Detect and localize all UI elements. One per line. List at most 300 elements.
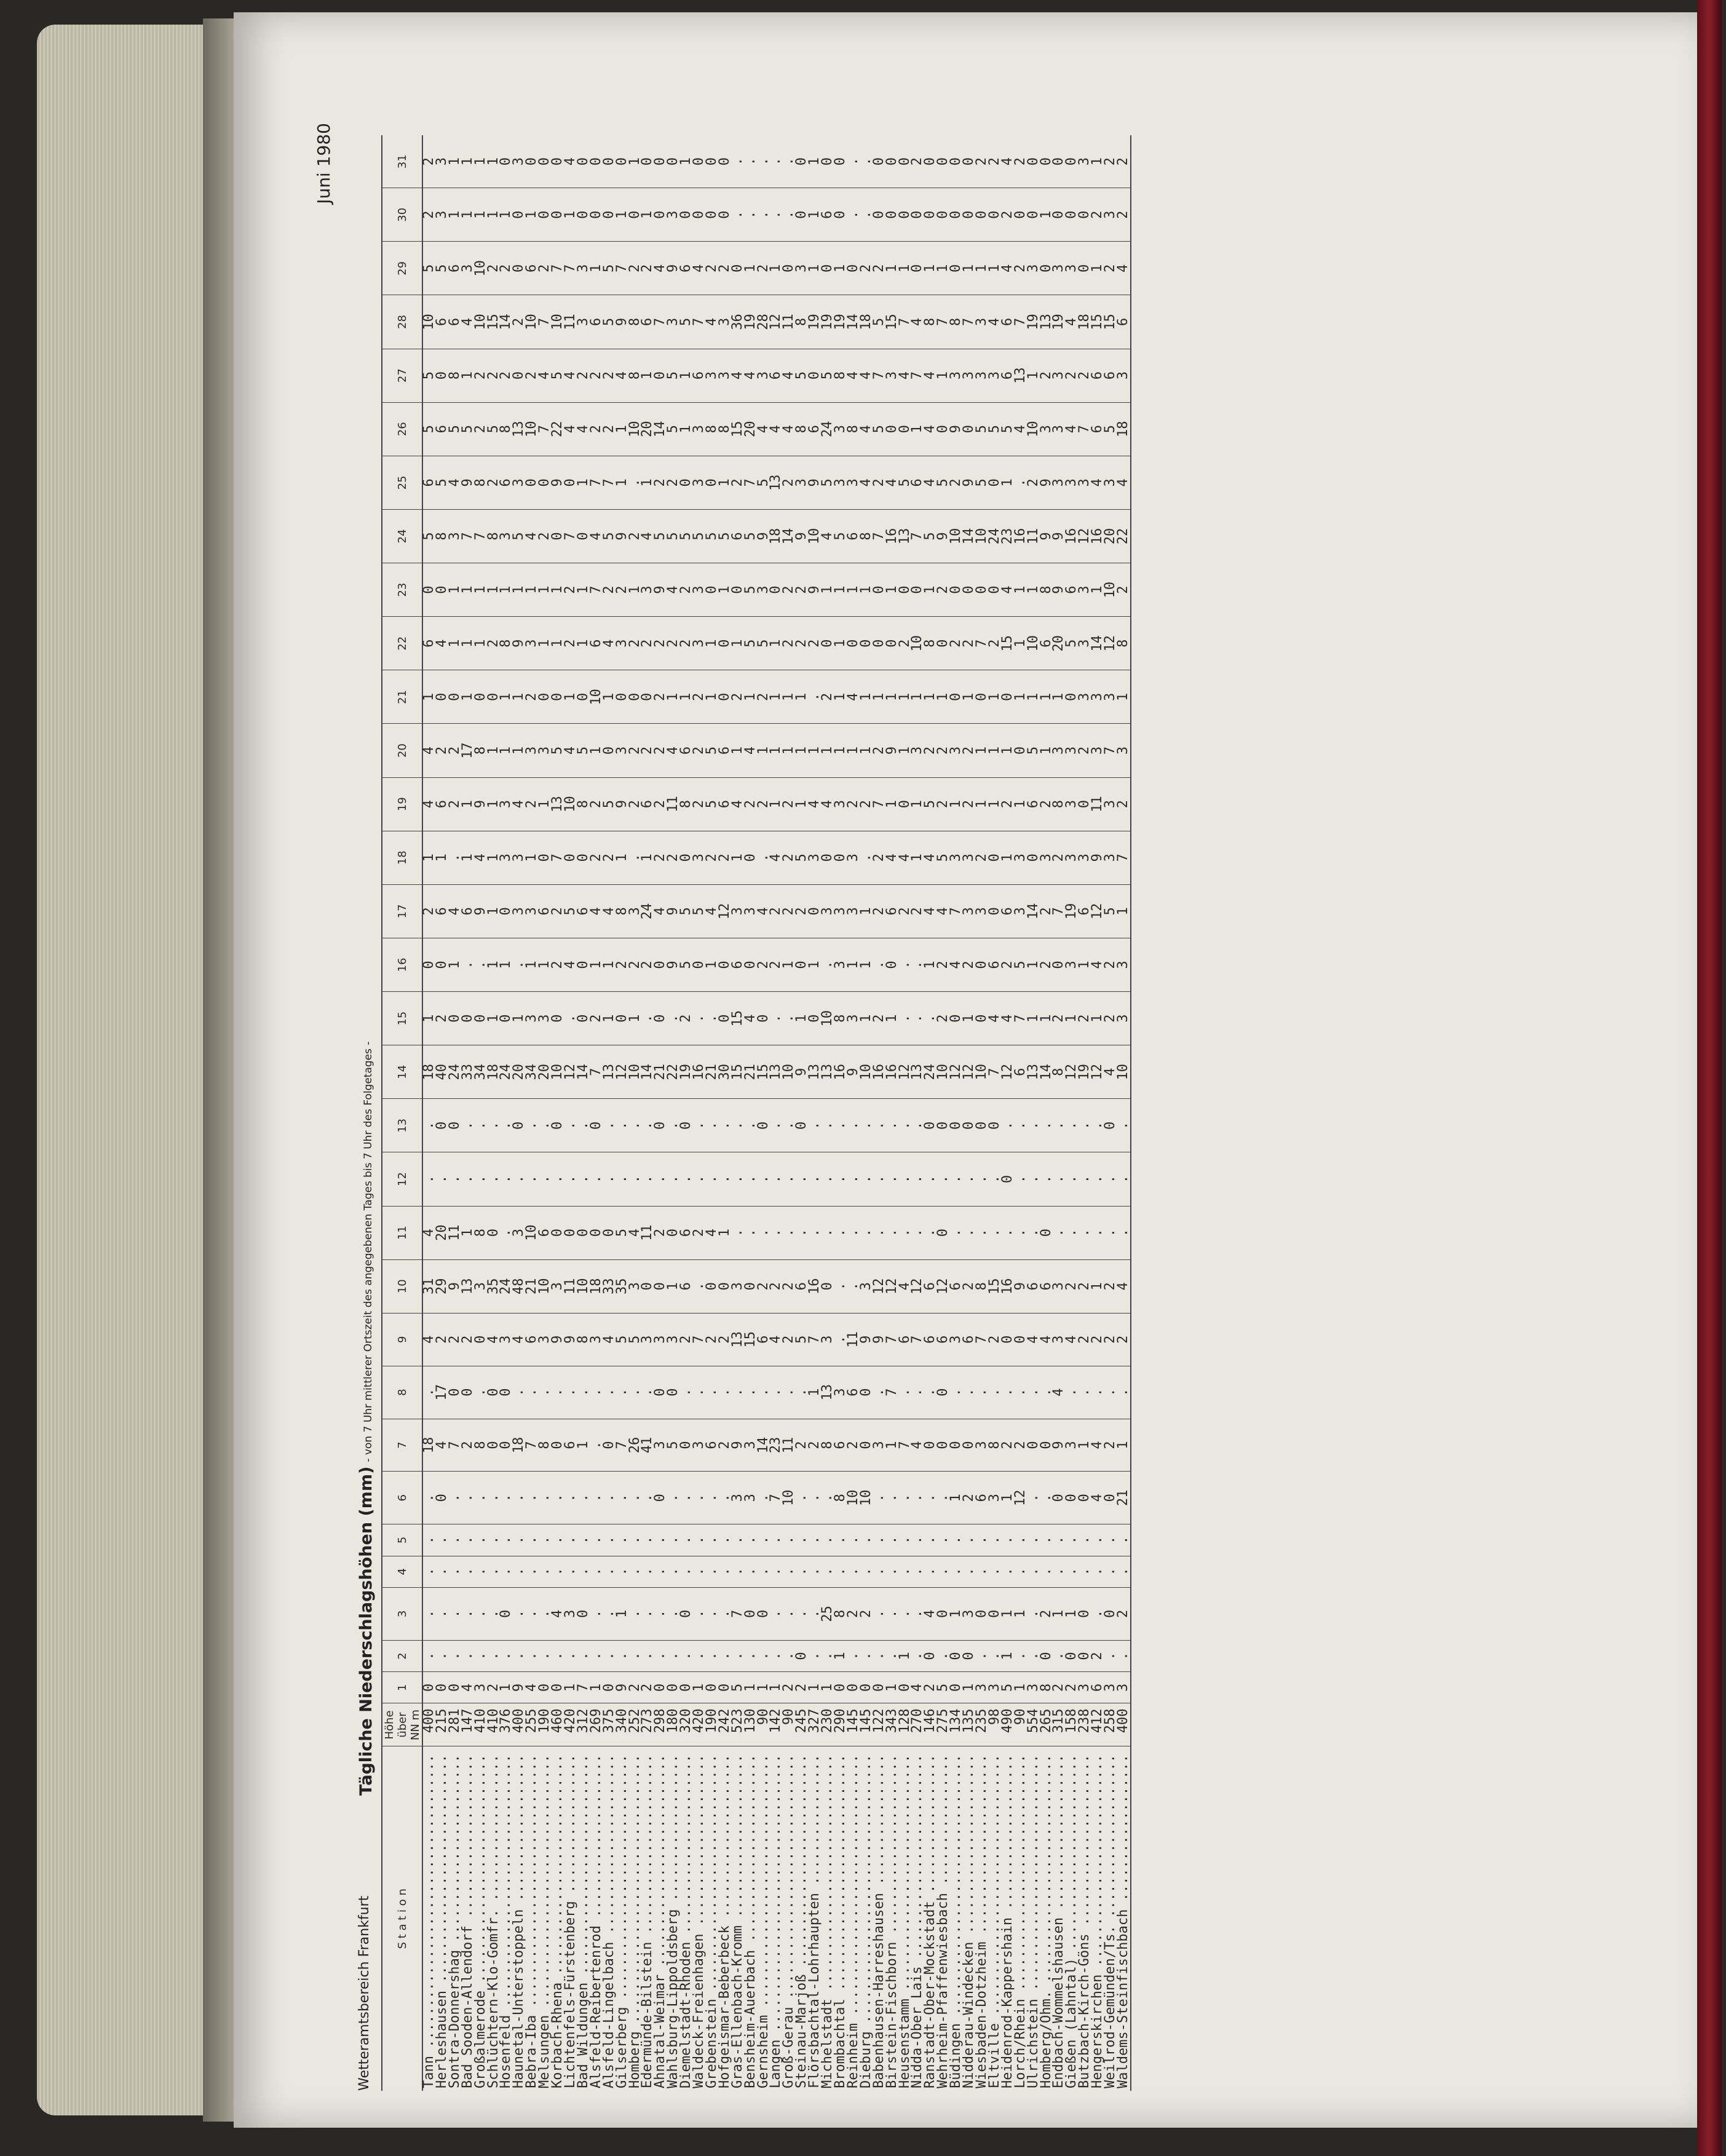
precip-value: . [937, 1524, 950, 1556]
station-height: 147 [462, 1703, 475, 1746]
precip-value: 0 [449, 1099, 462, 1152]
precip-value: 21 [706, 1045, 719, 1099]
precip-value: 4 [860, 349, 873, 402]
precip-value: . [590, 1472, 603, 1524]
station-height: 400 [1117, 1703, 1131, 1746]
precip-value: 3 [1091, 670, 1104, 724]
precip-value: . [488, 1524, 501, 1556]
precip-value: 2 [422, 135, 436, 188]
station-height: 554 [1027, 1703, 1040, 1746]
precip-value: . [1015, 1366, 1027, 1419]
day-column-header: 24 [382, 509, 422, 563]
precip-value: . [758, 1556, 770, 1587]
precip-value: 2 [847, 1587, 860, 1640]
precip-value: 1 [809, 1366, 821, 1419]
precip-value: 1 [526, 563, 539, 617]
station-name: Bebra-Iba ............................... [524, 1754, 540, 2088]
precip-value: 5 [937, 831, 950, 884]
precip-value: . [911, 938, 924, 991]
precip-value: 0 [680, 1099, 693, 1152]
station-name: Bensheim-Auerbach ....................... [742, 1754, 758, 2088]
precip-value: 3 [719, 295, 732, 349]
precip-value: 8 [924, 617, 937, 670]
precip-value: . [539, 1524, 552, 1556]
precip-value: 0 [667, 1672, 680, 1703]
precip-value: 0 [526, 135, 539, 188]
precip-value: 7 [616, 1419, 629, 1472]
precip-value: 0 [834, 188, 847, 242]
precip-value: . [732, 1099, 745, 1152]
precip-value: . [770, 1099, 783, 1152]
precip-value: 1 [436, 831, 449, 884]
precip-value: 4 [603, 1313, 616, 1366]
precip-value: . [1066, 1556, 1079, 1587]
precip-value: 1 [462, 349, 475, 402]
precip-value: . [809, 1206, 821, 1259]
precip-value: 4 [590, 509, 603, 563]
precip-value: 1 [513, 563, 526, 617]
precip-value: 2 [911, 884, 924, 938]
station-name: Edermünde-Bilstein ...................... [639, 1754, 655, 2088]
precip-value: 5 [745, 509, 758, 563]
precip-value: 6 [976, 1472, 989, 1524]
precip-value: 4 [654, 242, 667, 295]
precip-value: 16 [834, 1045, 847, 1099]
precip-value: 7 [976, 1313, 989, 1366]
station-height: 128 [899, 1703, 912, 1746]
precip-value: 1 [886, 670, 899, 724]
precip-value: 1 [500, 938, 513, 991]
precip-value: 0 [629, 188, 642, 242]
precip-value: 3 [1079, 135, 1091, 188]
precip-value: 1 [526, 938, 539, 991]
precip-value: 1 [552, 563, 564, 617]
precip-value: . [488, 1099, 501, 1152]
precip-value: 3 [1079, 670, 1091, 724]
precip-value: 0 [937, 402, 950, 456]
precip-value: 17 [462, 724, 475, 777]
day-column-header: 7 [382, 1419, 422, 1472]
precip-value: 1 [616, 188, 629, 242]
precip-value: 10 [976, 509, 989, 563]
precip-value: 14 [641, 1045, 654, 1099]
precip-value: 3 [1117, 992, 1131, 1045]
station-height: 98 [989, 1703, 1002, 1746]
precip-value: 4 [564, 724, 577, 777]
precip-value: . [1091, 1366, 1104, 1419]
precip-value: 0 [963, 563, 976, 617]
precip-value: 21 [654, 1045, 667, 1099]
precip-value: 9 [667, 242, 680, 295]
precip-value: 2 [603, 402, 616, 456]
precip-value: . [745, 1524, 758, 1556]
precip-value: 5 [719, 509, 732, 563]
day-column-header: 11 [382, 1206, 422, 1259]
precip-value: 2 [436, 992, 449, 1045]
precip-value: 0 [783, 242, 796, 295]
station-height: 230 [821, 1703, 834, 1746]
precip-value: 1 [564, 188, 577, 242]
precip-value: 5 [937, 1672, 950, 1703]
precip-value: 4 [924, 456, 937, 509]
precip-value: 7 [462, 509, 475, 563]
precip-value: 1 [834, 1640, 847, 1671]
precip-value: 3 [989, 349, 1002, 402]
precip-value: . [758, 188, 770, 242]
precip-value: 2 [1104, 242, 1117, 295]
precip-value: 15 [732, 992, 745, 1045]
precip-value: 18 [770, 509, 783, 563]
precip-value: 8 [1040, 563, 1053, 617]
precip-value: 33 [462, 1045, 475, 1099]
day-column-header: 3 [382, 1587, 422, 1640]
precip-value: 2 [770, 884, 783, 938]
station-name: Melsungen ............................... [537, 1754, 553, 2088]
precip-value: 1 [963, 670, 976, 724]
precip-value: 0 [886, 938, 899, 991]
precip-value: 2 [422, 884, 436, 938]
precip-value: 1 [641, 188, 654, 242]
precip-value: 5 [1002, 402, 1015, 456]
precip-value: 1 [976, 777, 989, 831]
station-height: 265 [1040, 1703, 1053, 1746]
precip-value: 2 [603, 831, 616, 884]
precip-value: 5 [873, 295, 886, 349]
precip-value: 1 [1002, 831, 1015, 884]
precip-value: 0 [577, 1206, 590, 1259]
precip-value: . [796, 1556, 809, 1587]
precip-value: . [603, 1472, 616, 1524]
precip-value: 0 [847, 1672, 860, 1703]
precip-value: 3 [745, 1472, 758, 1524]
precip-value: 2 [577, 349, 590, 402]
precip-value: 0 [899, 777, 912, 831]
precip-value: . [603, 1587, 616, 1640]
precip-value: 2 [976, 831, 989, 884]
precip-value: 0 [860, 1419, 873, 1472]
precip-value: 2 [1002, 938, 1015, 991]
precip-value: 1 [616, 1587, 629, 1640]
precip-value: 4 [1091, 1419, 1104, 1472]
precip-value: . [667, 992, 680, 1045]
precip-value: 2 [1040, 1587, 1053, 1640]
precip-value: . [1027, 1366, 1040, 1419]
precip-value: 3 [1091, 724, 1104, 777]
precip-value: 1 [924, 938, 937, 991]
precip-value: 20 [539, 1045, 552, 1099]
precip-value: 4 [564, 402, 577, 456]
precip-value: 0 [821, 242, 834, 295]
precip-value: 3 [1066, 724, 1079, 777]
precip-value: . [526, 1524, 539, 1556]
precip-value: . [924, 1472, 937, 1524]
precip-value: . [1066, 1099, 1079, 1152]
precip-value: 4 [1066, 1313, 1079, 1366]
precip-value: . [821, 1556, 834, 1587]
precip-value: 1 [1079, 938, 1091, 991]
precip-value: 0 [937, 1206, 950, 1259]
precip-value: . [526, 1640, 539, 1671]
precip-value: 8 [950, 295, 963, 349]
precip-value: 0 [436, 349, 449, 402]
precip-value: 3 [1053, 456, 1066, 509]
precip-value: 2 [937, 724, 950, 777]
precip-value: 0 [500, 1587, 513, 1640]
precip-value: 3 [513, 884, 526, 938]
day-column-header: 12 [382, 1152, 422, 1206]
precip-value: 0 [860, 1366, 873, 1419]
precip-value: 1 [847, 938, 860, 991]
precip-value: 5 [603, 295, 616, 349]
precip-value: 7 [989, 1045, 1002, 1099]
precip-value: . [963, 1524, 976, 1556]
precip-value: . [860, 135, 873, 188]
precip-value: 1 [834, 242, 847, 295]
precip-value: 1 [462, 670, 475, 724]
precip-value: 1 [680, 670, 693, 724]
precip-value: 5 [924, 509, 937, 563]
precip-value: 6 [1117, 295, 1131, 349]
precip-value: . [680, 1472, 693, 1524]
day-column-header: 9 [382, 1313, 422, 1366]
precip-value: 0 [706, 1259, 719, 1313]
precip-value: 0 [976, 670, 989, 724]
station-name: Michelstadt ............................. [820, 1754, 836, 2088]
precip-value: 3 [847, 884, 860, 938]
precip-value: 3 [886, 349, 899, 402]
precip-value: 13 [809, 1045, 821, 1099]
precip-value: . [719, 1524, 732, 1556]
precip-value: 0 [989, 831, 1002, 884]
precip-value: . [462, 1640, 475, 1671]
precip-value: 1 [629, 563, 642, 617]
precip-value: . [886, 1099, 899, 1152]
precip-value: 12 [1015, 1472, 1027, 1524]
precip-value: 4 [847, 349, 860, 402]
station-name: Dieburg ................................. [858, 1754, 874, 2088]
precip-value: 1 [667, 1259, 680, 1313]
precip-value: 0 [911, 188, 924, 242]
precip-value: 0 [834, 1672, 847, 1703]
precip-value: 2 [783, 563, 796, 617]
precip-value: . [590, 1152, 603, 1206]
precip-value: . [693, 1556, 706, 1587]
precip-value: 0 [603, 188, 616, 242]
precip-value: . [526, 1152, 539, 1206]
precip-value: 2 [488, 456, 501, 509]
precip-value: 41 [641, 1419, 654, 1472]
precip-value: . [1079, 1524, 1091, 1556]
precip-value: 0 [745, 831, 758, 884]
precip-value: 5 [899, 456, 912, 509]
precip-value: 0 [937, 1099, 950, 1152]
precip-value: 4 [526, 1672, 539, 1703]
precip-value: 4 [706, 884, 719, 938]
precip-value: 0 [552, 1672, 564, 1703]
precip-value: 0 [732, 242, 745, 295]
precip-value: . [1066, 1366, 1079, 1419]
precip-value: 14 [1040, 1045, 1053, 1099]
precip-value: 0 [1002, 1152, 1015, 1206]
station-name: Brombachtal ............................. [833, 1754, 848, 2088]
precip-value: 4 [989, 295, 1002, 349]
precip-value: 0 [590, 1206, 603, 1259]
precip-value: 3 [873, 1419, 886, 1472]
precip-value: 1 [989, 670, 1002, 724]
precip-value: . [1002, 1524, 1015, 1556]
precip-value: 2 [1117, 563, 1131, 617]
precip-value: . [1117, 1206, 1131, 1259]
precip-value: 12 [950, 1045, 963, 1099]
precip-value: 2 [1117, 135, 1131, 188]
day-column-header: 30 [382, 188, 422, 242]
precip-value: 12 [1066, 1045, 1079, 1099]
precip-value: 2 [1040, 884, 1053, 938]
precip-value: 1 [937, 242, 950, 295]
precip-value: . [616, 1152, 629, 1206]
precip-value: 2 [758, 242, 770, 295]
precip-value: 13 [770, 1045, 783, 1099]
precip-value: . [1091, 1206, 1104, 1259]
precip-value: . [745, 188, 758, 242]
day-column-header: 21 [382, 670, 422, 724]
precip-value: 0 [539, 456, 552, 509]
precip-value: 12 [937, 1259, 950, 1313]
precip-value: . [629, 456, 642, 509]
precip-value: 2 [1053, 1672, 1066, 1703]
precip-value: 3 [513, 456, 526, 509]
precip-value: 0 [873, 563, 886, 617]
precip-value: 0 [937, 188, 950, 242]
precip-value: 10 [539, 1259, 552, 1313]
precip-value: 4 [1053, 1366, 1066, 1419]
precip-value: 0 [719, 938, 732, 991]
precip-value: 2 [1117, 1587, 1131, 1640]
precip-value: 1 [834, 617, 847, 670]
precip-value: 5 [834, 509, 847, 563]
precip-value: 17 [436, 1366, 449, 1419]
precip-value: 0 [488, 1366, 501, 1419]
precip-value: 0 [552, 992, 564, 1045]
precip-value: . [719, 1366, 732, 1419]
precip-value: 14 [847, 295, 860, 349]
precip-value: 2 [758, 777, 770, 831]
precip-value: 0 [1079, 1640, 1091, 1671]
station-name: Bad Wildungen ........................... [575, 1754, 591, 2088]
precip-value: . [873, 1099, 886, 1152]
precip-value: 2 [899, 617, 912, 670]
precip-value: 2 [796, 1672, 809, 1703]
precip-value: 3 [950, 831, 963, 884]
precip-value: . [847, 1640, 860, 1671]
precip-value: 8 [475, 724, 488, 777]
precip-value: 1 [911, 831, 924, 884]
precip-value: 3 [719, 349, 732, 402]
precip-value: 6 [809, 402, 821, 456]
title-note: - von 7 Uhr mittlerer Ortszeit des angegebenen Tages bis 7 Uhr des Folgetages - [362, 1041, 374, 1462]
precip-value: 3 [641, 563, 654, 617]
precip-value: 0 [552, 135, 564, 188]
precip-value: 6 [821, 188, 834, 242]
precip-value: 3 [796, 456, 809, 509]
precip-value: . [475, 1099, 488, 1152]
precip-value: . [693, 1640, 706, 1671]
precip-value: 2 [629, 617, 642, 670]
precip-value: . [1027, 1640, 1040, 1671]
precip-value: 3 [911, 724, 924, 777]
precip-value: 2 [950, 617, 963, 670]
station-height: 215 [436, 1703, 449, 1746]
precip-value: 0 [526, 456, 539, 509]
precip-value: . [963, 1366, 976, 1419]
precip-value: . [886, 1152, 899, 1206]
day-column-header: 17 [382, 884, 422, 938]
precip-value: 6 [641, 295, 654, 349]
precip-value: . [783, 188, 796, 242]
precip-value: . [770, 188, 783, 242]
precip-value: 2 [847, 1419, 860, 1472]
precip-value: . [821, 1152, 834, 1206]
precip-value: 5 [937, 456, 950, 509]
precip-value: . [899, 1099, 912, 1152]
precip-value: . [475, 1556, 488, 1587]
precip-value: 0 [924, 188, 937, 242]
precip-value: 2 [1104, 1419, 1117, 1472]
precip-value: . [436, 1640, 449, 1671]
station-height: 122 [873, 1703, 886, 1746]
precip-value: 9 [1091, 831, 1104, 884]
precip-value: . [449, 831, 462, 884]
precip-value: . [449, 1524, 462, 1556]
precip-value: 0 [603, 135, 616, 188]
precip-value: 1 [462, 135, 475, 188]
precip-value: 9 [1053, 563, 1066, 617]
precip-value: 9 [1040, 509, 1053, 563]
precip-value: . [667, 1152, 680, 1206]
precip-value: 0 [873, 135, 886, 188]
precip-value: . [436, 1587, 449, 1640]
precip-value: 1 [770, 670, 783, 724]
precip-value: . [641, 1640, 654, 1671]
precip-value: 0 [1027, 831, 1040, 884]
precip-value: 9 [475, 777, 488, 831]
precip-value: 1 [500, 563, 513, 617]
station-name: Korbach-Rhena ........................... [550, 1754, 566, 2088]
precip-value: . [989, 1206, 1002, 1259]
station-height: 315 [1053, 1703, 1066, 1746]
precip-value: . [667, 1556, 680, 1587]
precip-value: 2 [1040, 777, 1053, 831]
precip-value: 6 [680, 1206, 693, 1259]
precip-value: . [590, 1419, 603, 1472]
precip-value: 7 [475, 509, 488, 563]
precip-value: 4 [422, 1206, 436, 1259]
precip-value: 2 [616, 563, 629, 617]
precip-value: 7 [564, 509, 577, 563]
precip-value: 8 [475, 1206, 488, 1259]
precip-value: 0 [719, 992, 732, 1045]
precip-value: 3 [449, 509, 462, 563]
precip-value: 1 [539, 777, 552, 831]
precip-value: 12 [963, 1045, 976, 1099]
precip-value: . [1015, 456, 1027, 509]
precip-value: . [654, 1640, 667, 1671]
station-name: Homberg ................................. [627, 1754, 643, 2088]
precip-value: 7 [693, 295, 706, 349]
precip-value: 0 [834, 135, 847, 188]
precip-value: 1 [1066, 992, 1079, 1045]
precip-value: 6 [1015, 1045, 1027, 1099]
